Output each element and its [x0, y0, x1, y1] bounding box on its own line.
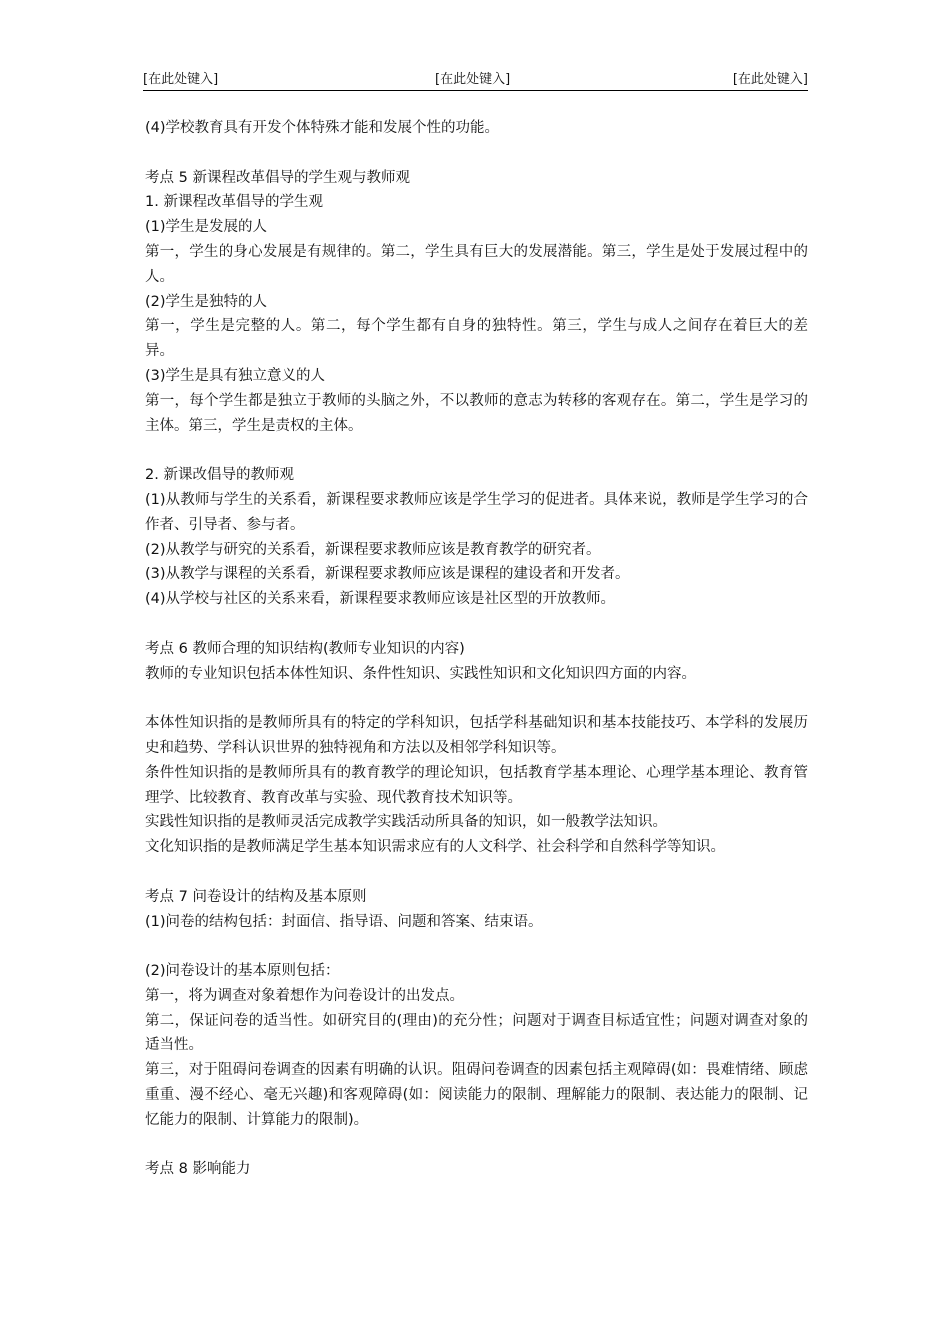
paragraph: (3)从教学与课程的关系看，新课程要求教师应该是课程的建设者和开发者。 — [145, 566, 630, 583]
item-heading: (3)学生是具有独立意义的人 — [145, 367, 326, 384]
paragraph: (1)从教师与学生的关系看，新课程要求教师应该是学生学习的促进者。具体来说，教师是学生学习的合作者、引导者、参与者。 — [145, 491, 808, 533]
paragraph: 第一，学生是完整的人。第二，每个学生都有自身的独特性。第三，学生与成人之间存在着巨大的差异。 — [145, 318, 808, 360]
paragraph: 教师的专业知识包括本体性知识、条件性知识、实践性知识和文化知识四方面的内容。 — [145, 665, 696, 682]
blank-line — [145, 934, 808, 959]
paragraph: (1)问卷的结构包括：封面信、指导语、问题和答案、结束语。 — [145, 913, 543, 930]
section-heading: 考点 7 问卷设计的结构及基本原则 — [145, 888, 367, 905]
paragraph: (2)从教学与研究的关系看，新课程要求教师应该是教育教学的研究者。 — [145, 541, 601, 558]
blank-line — [145, 612, 808, 637]
paragraph: 第一，将为调查对象着想作为问卷设计的出发点。 — [145, 987, 464, 1004]
paragraph: 文化知识指的是教师满足学生基本知识需求应有的人文科学、社会科学和自然科学等知识。 — [145, 839, 725, 856]
blank-line — [145, 686, 808, 711]
paragraph: 第一，学生的身心发展是有规律的。第二，学生具有巨大的发展潜能。第三，学生是处于发展过程中的人。 — [145, 243, 808, 285]
paragraph: (4)从学校与社区的关系来看，新课程要求教师应该是社区型的开放教师。 — [145, 591, 616, 608]
item-heading: (2)学生是独特的人 — [145, 293, 268, 310]
paragraph: 第一，每个学生都是独立于教师的头脑之外，不以教师的意志为转移的客观存在。第二，学生是学习的主体。第三，学生是责权的主体。 — [145, 392, 808, 434]
item-heading: (1)学生是发展的人 — [145, 219, 268, 236]
header-center-placeholder: [在此处键入] — [435, 72, 511, 87]
header-right-placeholder: [在此处键入] — [732, 72, 808, 87]
blank-line — [145, 141, 808, 166]
section-heading: 考点 5 新课程改革倡导的学生观与教师观 — [145, 169, 410, 186]
paragraph: (2)问卷设计的基本原则包括： — [145, 963, 340, 980]
page-header — [143, 71, 808, 91]
blank-line — [145, 860, 808, 885]
subsection-heading: 1. 新课程改革倡导的学生观 — [145, 194, 323, 211]
subsection-heading: 2. 新课改倡导的教师观 — [145, 467, 294, 484]
paragraph: 第三，对于阻碍问卷调查的因素有明确的认识。阻碍问卷调查的因素包括主观障碍(如：畏难情绪、顾虑重重、漫不经心、毫无兴趣)和客观障碍(如：阅读能力的限制、理解能力的限制、表达能力的限制、记忆能力的限制、计算能力的限制)。 — [145, 1062, 808, 1128]
section-heading: 考点 8 影响能力 — [145, 1161, 251, 1178]
document-body — [145, 116, 808, 1182]
section-heading: 考点 6 教师合理的知识结构(教师专业知识的内容) — [145, 640, 465, 657]
paragraph: 本体性知识指的是教师所具有的特定的学科知识，包括学科基础知识和基本技能技巧、本学科的发展历史和趋势、学科认识世界的独特视角和方法以及相邻学科知识等。 — [145, 715, 808, 756]
header-left-placeholder: [在此处键入] — [143, 72, 219, 87]
paragraph: 实践性知识指的是教师灵活完成教学实践活动所具备的知识，如一般教学法知识。 — [145, 814, 667, 831]
paragraph: 第二，保证问卷的适当性。如研究目的(理由)的充分性；问题对于调查目标适宜性；问题对调查对象的适当性。 — [145, 1012, 808, 1054]
blank-line — [145, 1133, 808, 1158]
blank-line — [145, 438, 808, 463]
paragraph: 条件性知识指的是教师所具有的教育教学的理论知识，包括教育学基本理论、心理学基本理论、教育管理学、比较教育、教育改革与实验、现代教育技术知识等。 — [145, 764, 808, 806]
paragraph: (4)学校教育具有开发个体特殊才能和发展个性的功能。 — [145, 120, 500, 136]
